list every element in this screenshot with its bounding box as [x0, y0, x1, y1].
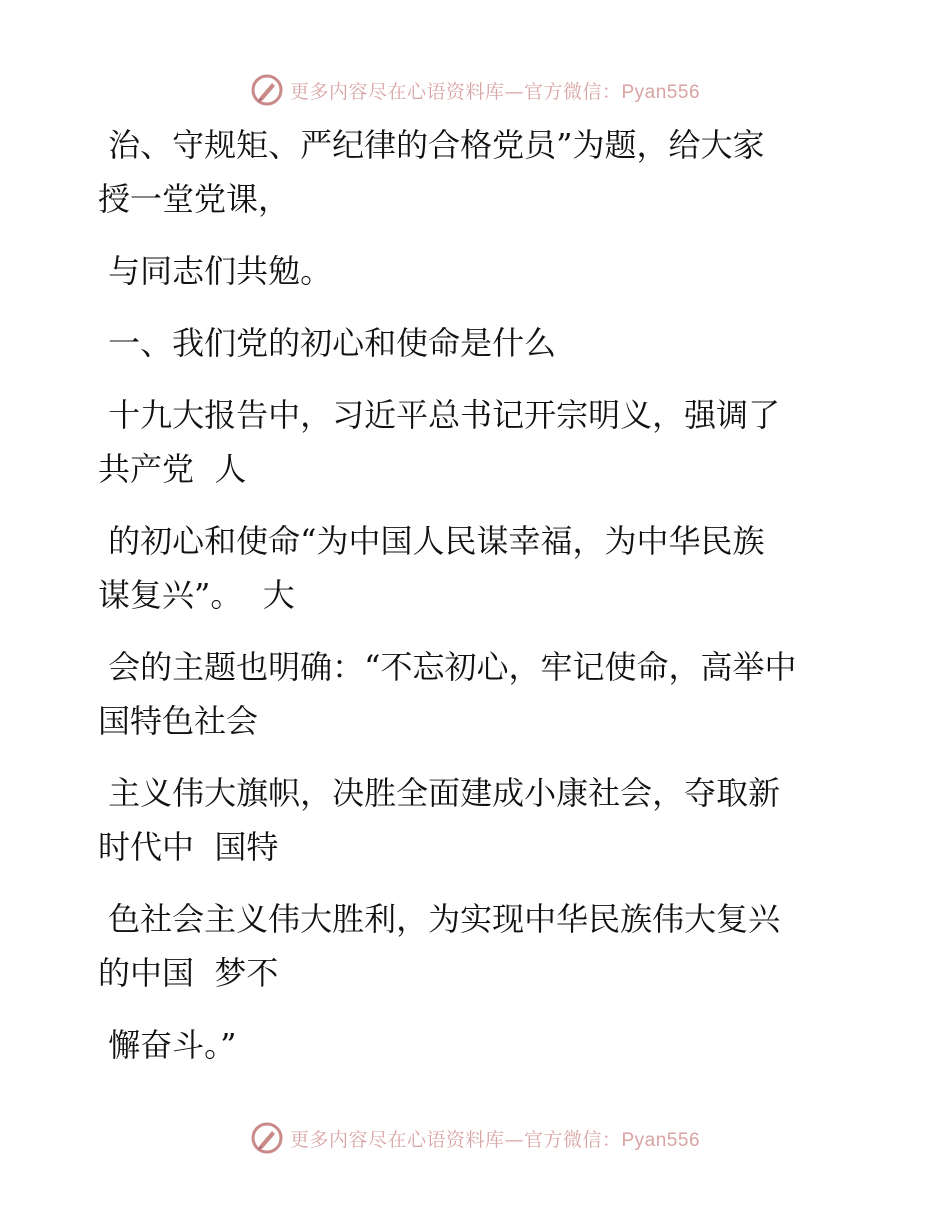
watermark-text: 更多内容尽在心语资料库—官方微信：Pyan556 — [289, 1128, 701, 1151]
text-line: 授一堂党课， — [98, 180, 291, 218]
text-line: 色社会主义伟大胜利，为实现中华民族伟大复兴 — [98, 900, 781, 938]
paragraph — [98, 514, 858, 622]
text-line: 与同志们共勉。 — [98, 252, 333, 290]
text-line: 的初心和使命“为中国人民谋幸福，为中华民族 — [98, 522, 765, 560]
paragraph — [98, 892, 858, 1000]
text-line: 时代中 国特 — [98, 828, 279, 866]
paragraph — [98, 118, 858, 226]
header-watermark — [0, 70, 950, 110]
text-line: 谋复兴”。 大 — [98, 576, 295, 614]
pen-circle-icon — [250, 73, 284, 107]
paragraph — [98, 244, 858, 298]
paragraph — [98, 388, 858, 496]
text-line: 会的主题也明确：“不忘初心，牢记使命，高举中 — [98, 648, 797, 686]
text-line: 十九大报告中，习近平总书记开宗明义，强调了 — [98, 396, 781, 434]
text-line: 懈奋斗。” — [98, 1026, 237, 1064]
section-heading — [98, 316, 858, 370]
paragraph — [98, 640, 858, 748]
text-line: 共产党 人 — [98, 450, 247, 488]
watermark-text: 更多内容尽在心语资料库—官方微信：Pyan556 — [289, 80, 701, 103]
text-line: 一、我们党的初心和使命是什么 — [98, 324, 557, 362]
paragraph — [98, 1018, 858, 1072]
document-body — [98, 118, 858, 1072]
footer-watermark — [0, 1118, 950, 1158]
paragraph — [98, 766, 858, 874]
text-line: 主义伟大旗帜，决胜全面建成小康社会，夺取新 — [98, 774, 781, 812]
pen-circle-icon — [250, 1121, 284, 1155]
text-line: 国特色社会 — [98, 702, 259, 740]
text-line: 的中国 梦不 — [98, 954, 279, 992]
text-line: 治、守规矩、严纪律的合格党员”为题，给大家 — [98, 126, 765, 164]
